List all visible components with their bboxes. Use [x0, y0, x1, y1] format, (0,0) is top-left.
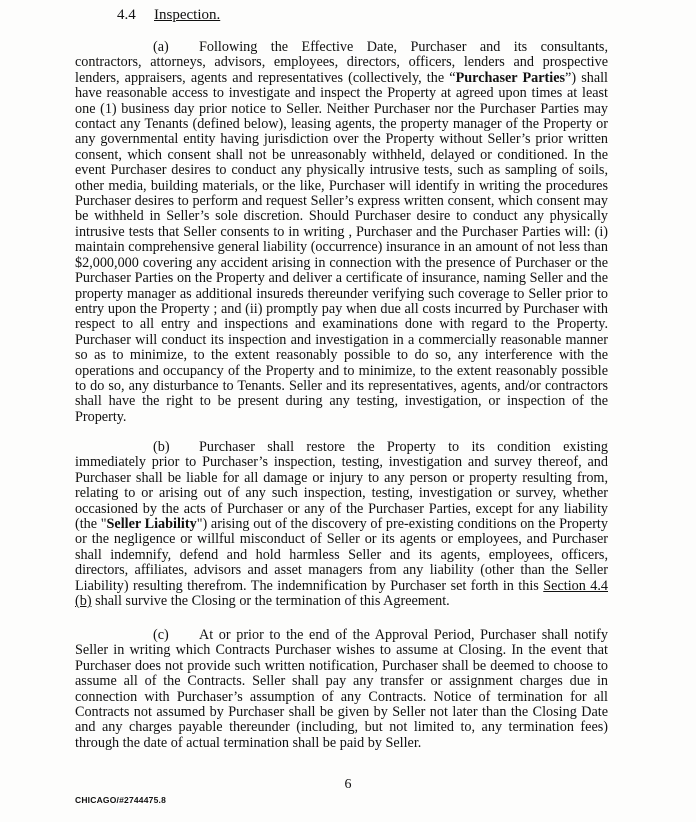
paragraph-c: [75, 628, 608, 751]
paragraph-a-label: (a): [153, 39, 169, 55]
paragraph-b-text-3: shall survive the Closing or the termination of this Agreement.: [91, 593, 450, 610]
defined-term-purchaser-parties: Purchaser Parties: [455, 69, 566, 86]
paragraph-a-text-2: ”) shall have reasonable access to investigate and inspect the Property at agreed upon times at least one (1) business day prior notice to Seller. Neither Purchaser nor the Purchaser Parties may contact any Tenants (defined below), leasing agents, the property manager of the Property or any governmental entity having jurisdiction over the Property without Seller’s prior written consent, which consent shall not be unreasonably withheld, delayed or conditioned. In the event Purchaser desires to conduct any physically intrusive tests, such as sampling of soils, other media, building materials, or the like, Purchaser will identify in writing the procedures Purchaser desires to perform and request Seller’s express written consent, which consent may be withheld in Seller’s sole discretion. Should Purchaser desire to conduct any physically intrusive tests that Seller consents to in writing , Purchaser and the Purchaser Parties will: (i) maintain comprehensive general liability (occurrence) insurance in an amount of not less than $2,000,000 covering any accident arising in connection with the presence of Purchaser or the Purchaser Parties on the Property and deliver a certificate of insurance, naming Seller and the property manager as additional insureds thereunder verifying such coverage to Seller prior to entry upon the Property ; and (ii) promptly pay when due all costs incurred by Purchaser with respect to all entry and inspections and examinations done with regard to the Property. Purchaser will conduct its inspection and investigation in a commercially reasonable manner so as to minimize, to the extent reasonably possible to do so, any interference with the operations and occupancy of the Property and to minimize, to the extent reasonably possible to do so, any disturbance to Tenants. Seller and its representatives, agents, and/or contractors shall have the right to be present during any testing, investigation, or inspection of the Property.: [75, 69, 608, 425]
paragraph-a: [75, 40, 608, 425]
section-title: Inspection.: [154, 7, 221, 23]
section-number: 4.4: [117, 7, 136, 23]
paragraph-a-text-1: Following the Effective Date, Purchaser and its consultants, contractors, attorneys, advisors, employees, directors, officers, lenders and prospective lenders, appraisers, agents and representatives (collectively, the “: [75, 39, 608, 86]
paragraph-b: [75, 440, 608, 609]
paragraph-b-label: (b): [153, 439, 170, 455]
page-number: 6: [344, 777, 352, 792]
paragraph-c-text: At or prior to the end of the Approval Period, Purchaser shall notify Seller in writing which Contracts Purchaser wishes to assume at Closing. In the event that Purchaser does not provide such written notification, Purchaser shall be deemed to choose to assume all of the Contracts. Seller shall pay any transfer or assignment charges due in connection with Purchaser’s assumption of any Contracts. Notice of termination for all Contracts not assumed by Purchaser shall be given by Seller not later than the Closing Date and any charges payable thereunder (including, but not limited to, any termination fees) through the date of actual termination shall be paid by Seller.: [75, 627, 608, 751]
paragraph-b-text-1: Purchaser shall restore the Property to its condition existing immediately prior to Purchaser’s inspection, testing, investigation and survey thereof, and Purchaser shall be liable for all damage or injury to any person or property resulting from, relating to or arising out of any such inspection, testing, investigation or survey, whether occasioned by the acts of Purchaser or any of the Purchaser Parties, except for any liability (the ": [75, 439, 608, 533]
paragraph-b-text-2: ") arising out of the discovery of pre-existing conditions on the Property or the negligence or willful misconduct of Seller or its agents or employees, and Purchaser shall indemnify, defend and hold harmless Seller and its agents, employees, officers, directors, affiliates, advisors and asset managers from any liability (other than the Seller Liability) resulting therefrom. The indemnification by Purchaser set forth in this: [75, 516, 608, 594]
defined-term-seller-liability: Seller Liability: [106, 516, 197, 533]
section-reference: Section 4.4 (b): [75, 577, 609, 610]
document-id: CHICAGO/#2744475.8: [75, 795, 167, 805]
section-heading: [117, 6, 220, 24]
paragraph-c-label: (c): [153, 627, 169, 643]
